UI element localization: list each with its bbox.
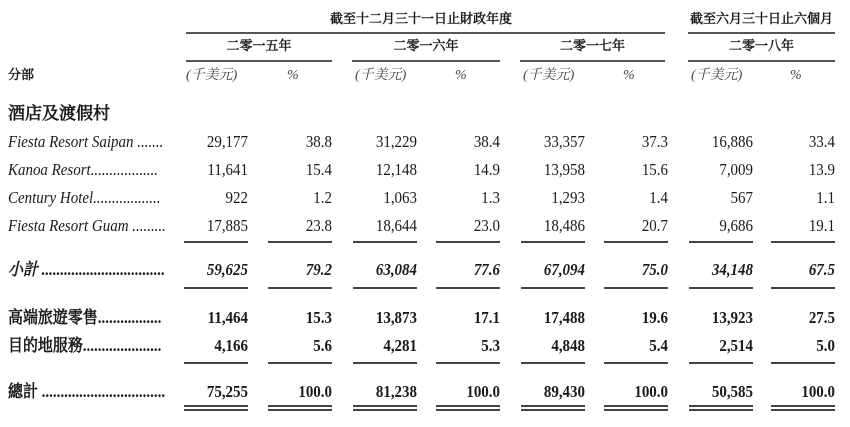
half-year-group-header: 截至六月三十日止六個月 xyxy=(689,12,833,27)
underline xyxy=(689,287,753,289)
amount-cell: 922 xyxy=(225,188,248,207)
underline xyxy=(771,405,835,407)
amount-cell: 567 xyxy=(730,188,753,207)
amount-cell: 2,514 xyxy=(719,336,753,355)
percent-cell: 27.5 xyxy=(808,308,835,327)
underline xyxy=(521,405,585,407)
amount-cell: 4,166 xyxy=(214,336,248,355)
underline xyxy=(268,409,332,411)
amount-cell: 75,255 xyxy=(206,382,248,401)
divider xyxy=(688,32,835,34)
amount-cell: 18,486 xyxy=(543,216,585,235)
row-label: Century Hotel.................. xyxy=(8,188,161,207)
underline xyxy=(521,362,585,364)
percent-cell: 5.0 xyxy=(816,336,835,355)
divider xyxy=(186,32,665,34)
row-label: 小計 ................................. xyxy=(8,260,166,279)
amount-cell: 12,148 xyxy=(375,160,417,179)
amount-cell: 4,281 xyxy=(383,336,417,355)
amount-cell: 9,686 xyxy=(719,216,753,235)
underline xyxy=(353,362,417,364)
amount-cell: 11,641 xyxy=(207,160,248,179)
underline xyxy=(436,241,500,243)
section-title: 酒店及渡假村 xyxy=(8,104,110,124)
underline xyxy=(353,241,417,243)
row-label: 總計 ................................. xyxy=(8,382,166,401)
divider xyxy=(520,60,665,62)
underline xyxy=(771,241,835,243)
underline xyxy=(436,409,500,411)
underline xyxy=(521,287,585,289)
underline xyxy=(771,287,835,289)
underline xyxy=(436,287,500,289)
amount-cell: 17,885 xyxy=(206,216,248,235)
amount-cell: 16,886 xyxy=(711,132,753,151)
year-header-2015: 二零一五年 xyxy=(226,39,292,54)
percent-cell: 15.6 xyxy=(641,160,668,179)
underline xyxy=(353,409,417,411)
amount-cell: 4,848 xyxy=(551,336,585,355)
year-header-2017: 二零一七年 xyxy=(559,39,625,54)
underline xyxy=(436,405,500,407)
underline xyxy=(521,241,585,243)
underline xyxy=(184,405,248,407)
amount-cell: 18,644 xyxy=(375,216,417,235)
amount-cell: 13,873 xyxy=(375,308,417,327)
divider xyxy=(352,60,500,62)
unit-amount-label: (千美元) xyxy=(186,68,238,83)
row-label: 高端旅遊零售................. xyxy=(8,308,162,327)
underline xyxy=(436,362,500,364)
amount-cell: 1,063 xyxy=(383,188,417,207)
percent-cell: 37.3 xyxy=(641,132,668,151)
percent-cell: 77.6 xyxy=(473,260,500,279)
amount-cell: 63,084 xyxy=(375,260,417,279)
percent-cell: 17.1 xyxy=(473,308,500,327)
underline xyxy=(268,287,332,289)
amount-cell: 17,488 xyxy=(543,308,585,327)
amount-cell: 33,357 xyxy=(543,132,585,151)
amount-cell: 13,958 xyxy=(543,160,585,179)
underline xyxy=(689,409,753,411)
percent-cell: 15.3 xyxy=(305,308,332,327)
percent-cell: 1.4 xyxy=(649,188,668,207)
underline xyxy=(689,241,753,243)
underline xyxy=(184,287,248,289)
underline xyxy=(771,362,835,364)
amount-cell: 59,625 xyxy=(206,260,248,279)
percent-cell: 75.0 xyxy=(641,260,668,279)
unit-percent-label: % xyxy=(623,68,635,83)
underline xyxy=(184,362,248,364)
underline xyxy=(521,409,585,411)
percent-cell: 100.0 xyxy=(466,382,500,401)
fy-group-header: 截至十二月三十一日止財政年度 xyxy=(330,12,513,27)
unit-percent-label: % xyxy=(790,68,802,83)
percent-cell: 14.9 xyxy=(473,160,500,179)
underline xyxy=(268,241,332,243)
percent-cell: 15.4 xyxy=(305,160,332,179)
percent-cell: 20.7 xyxy=(641,216,668,235)
row-label: Fiesta Resort Guam ......... xyxy=(8,216,166,235)
segment-column-header: 分部 xyxy=(8,68,35,83)
divider xyxy=(688,60,835,62)
underline xyxy=(604,287,668,289)
percent-cell: 5.4 xyxy=(649,336,668,355)
amount-cell: 13,923 xyxy=(711,308,753,327)
year-header-2016: 二零一六年 xyxy=(393,39,459,54)
amount-cell: 34,148 xyxy=(711,260,753,279)
divider xyxy=(186,60,332,62)
percent-cell: 38.4 xyxy=(473,132,500,151)
unit-amount-label: (千美元) xyxy=(691,68,743,83)
percent-cell: 1.3 xyxy=(481,188,500,207)
underline xyxy=(604,409,668,411)
percent-cell: 100.0 xyxy=(801,382,835,401)
amount-cell: 89,430 xyxy=(543,382,585,401)
percent-cell: 33.4 xyxy=(808,132,835,151)
unit-percent-label: % xyxy=(287,68,299,83)
percent-cell: 13.9 xyxy=(808,160,835,179)
unit-percent-label: % xyxy=(455,68,467,83)
unit-amount-label: (千美元) xyxy=(523,68,575,83)
underline xyxy=(268,362,332,364)
underline xyxy=(184,241,248,243)
year-header-2018: 二零一八年 xyxy=(728,39,794,54)
amount-cell: 31,229 xyxy=(375,132,417,151)
percent-cell: 5.6 xyxy=(313,336,332,355)
percent-cell: 5.3 xyxy=(481,336,500,355)
underline xyxy=(353,405,417,407)
percent-cell: 19.6 xyxy=(641,308,668,327)
percent-cell: 19.1 xyxy=(808,216,835,235)
underline xyxy=(353,287,417,289)
amount-cell: 81,238 xyxy=(375,382,417,401)
percent-cell: 100.0 xyxy=(298,382,332,401)
row-label: Kanoa Resort.................. xyxy=(8,160,159,179)
underline xyxy=(689,362,753,364)
amount-cell: 1,293 xyxy=(551,188,585,207)
percent-cell: 79.2 xyxy=(305,260,332,279)
percent-cell: 100.0 xyxy=(634,382,668,401)
underline xyxy=(268,405,332,407)
row-label: Fiesta Resort Saipan ....... xyxy=(8,132,164,151)
amount-cell: 29,177 xyxy=(206,132,248,151)
underline xyxy=(604,405,668,407)
underline xyxy=(689,405,753,407)
underline xyxy=(604,241,668,243)
amount-cell: 11,464 xyxy=(207,308,248,327)
percent-cell: 1.2 xyxy=(313,188,332,207)
unit-amount-label: (千美元) xyxy=(355,68,407,83)
percent-cell: 23.0 xyxy=(473,216,500,235)
underline xyxy=(604,362,668,364)
percent-cell: 23.8 xyxy=(305,216,332,235)
percent-cell: 67.5 xyxy=(808,260,835,279)
underline xyxy=(184,409,248,411)
underline xyxy=(771,409,835,411)
amount-cell: 7,009 xyxy=(719,160,753,179)
percent-cell: 38.8 xyxy=(305,132,332,151)
percent-cell: 1.1 xyxy=(816,188,835,207)
amount-cell: 50,585 xyxy=(711,382,753,401)
row-label: 目的地服務..................... xyxy=(8,336,162,355)
amount-cell: 67,094 xyxy=(543,260,585,279)
